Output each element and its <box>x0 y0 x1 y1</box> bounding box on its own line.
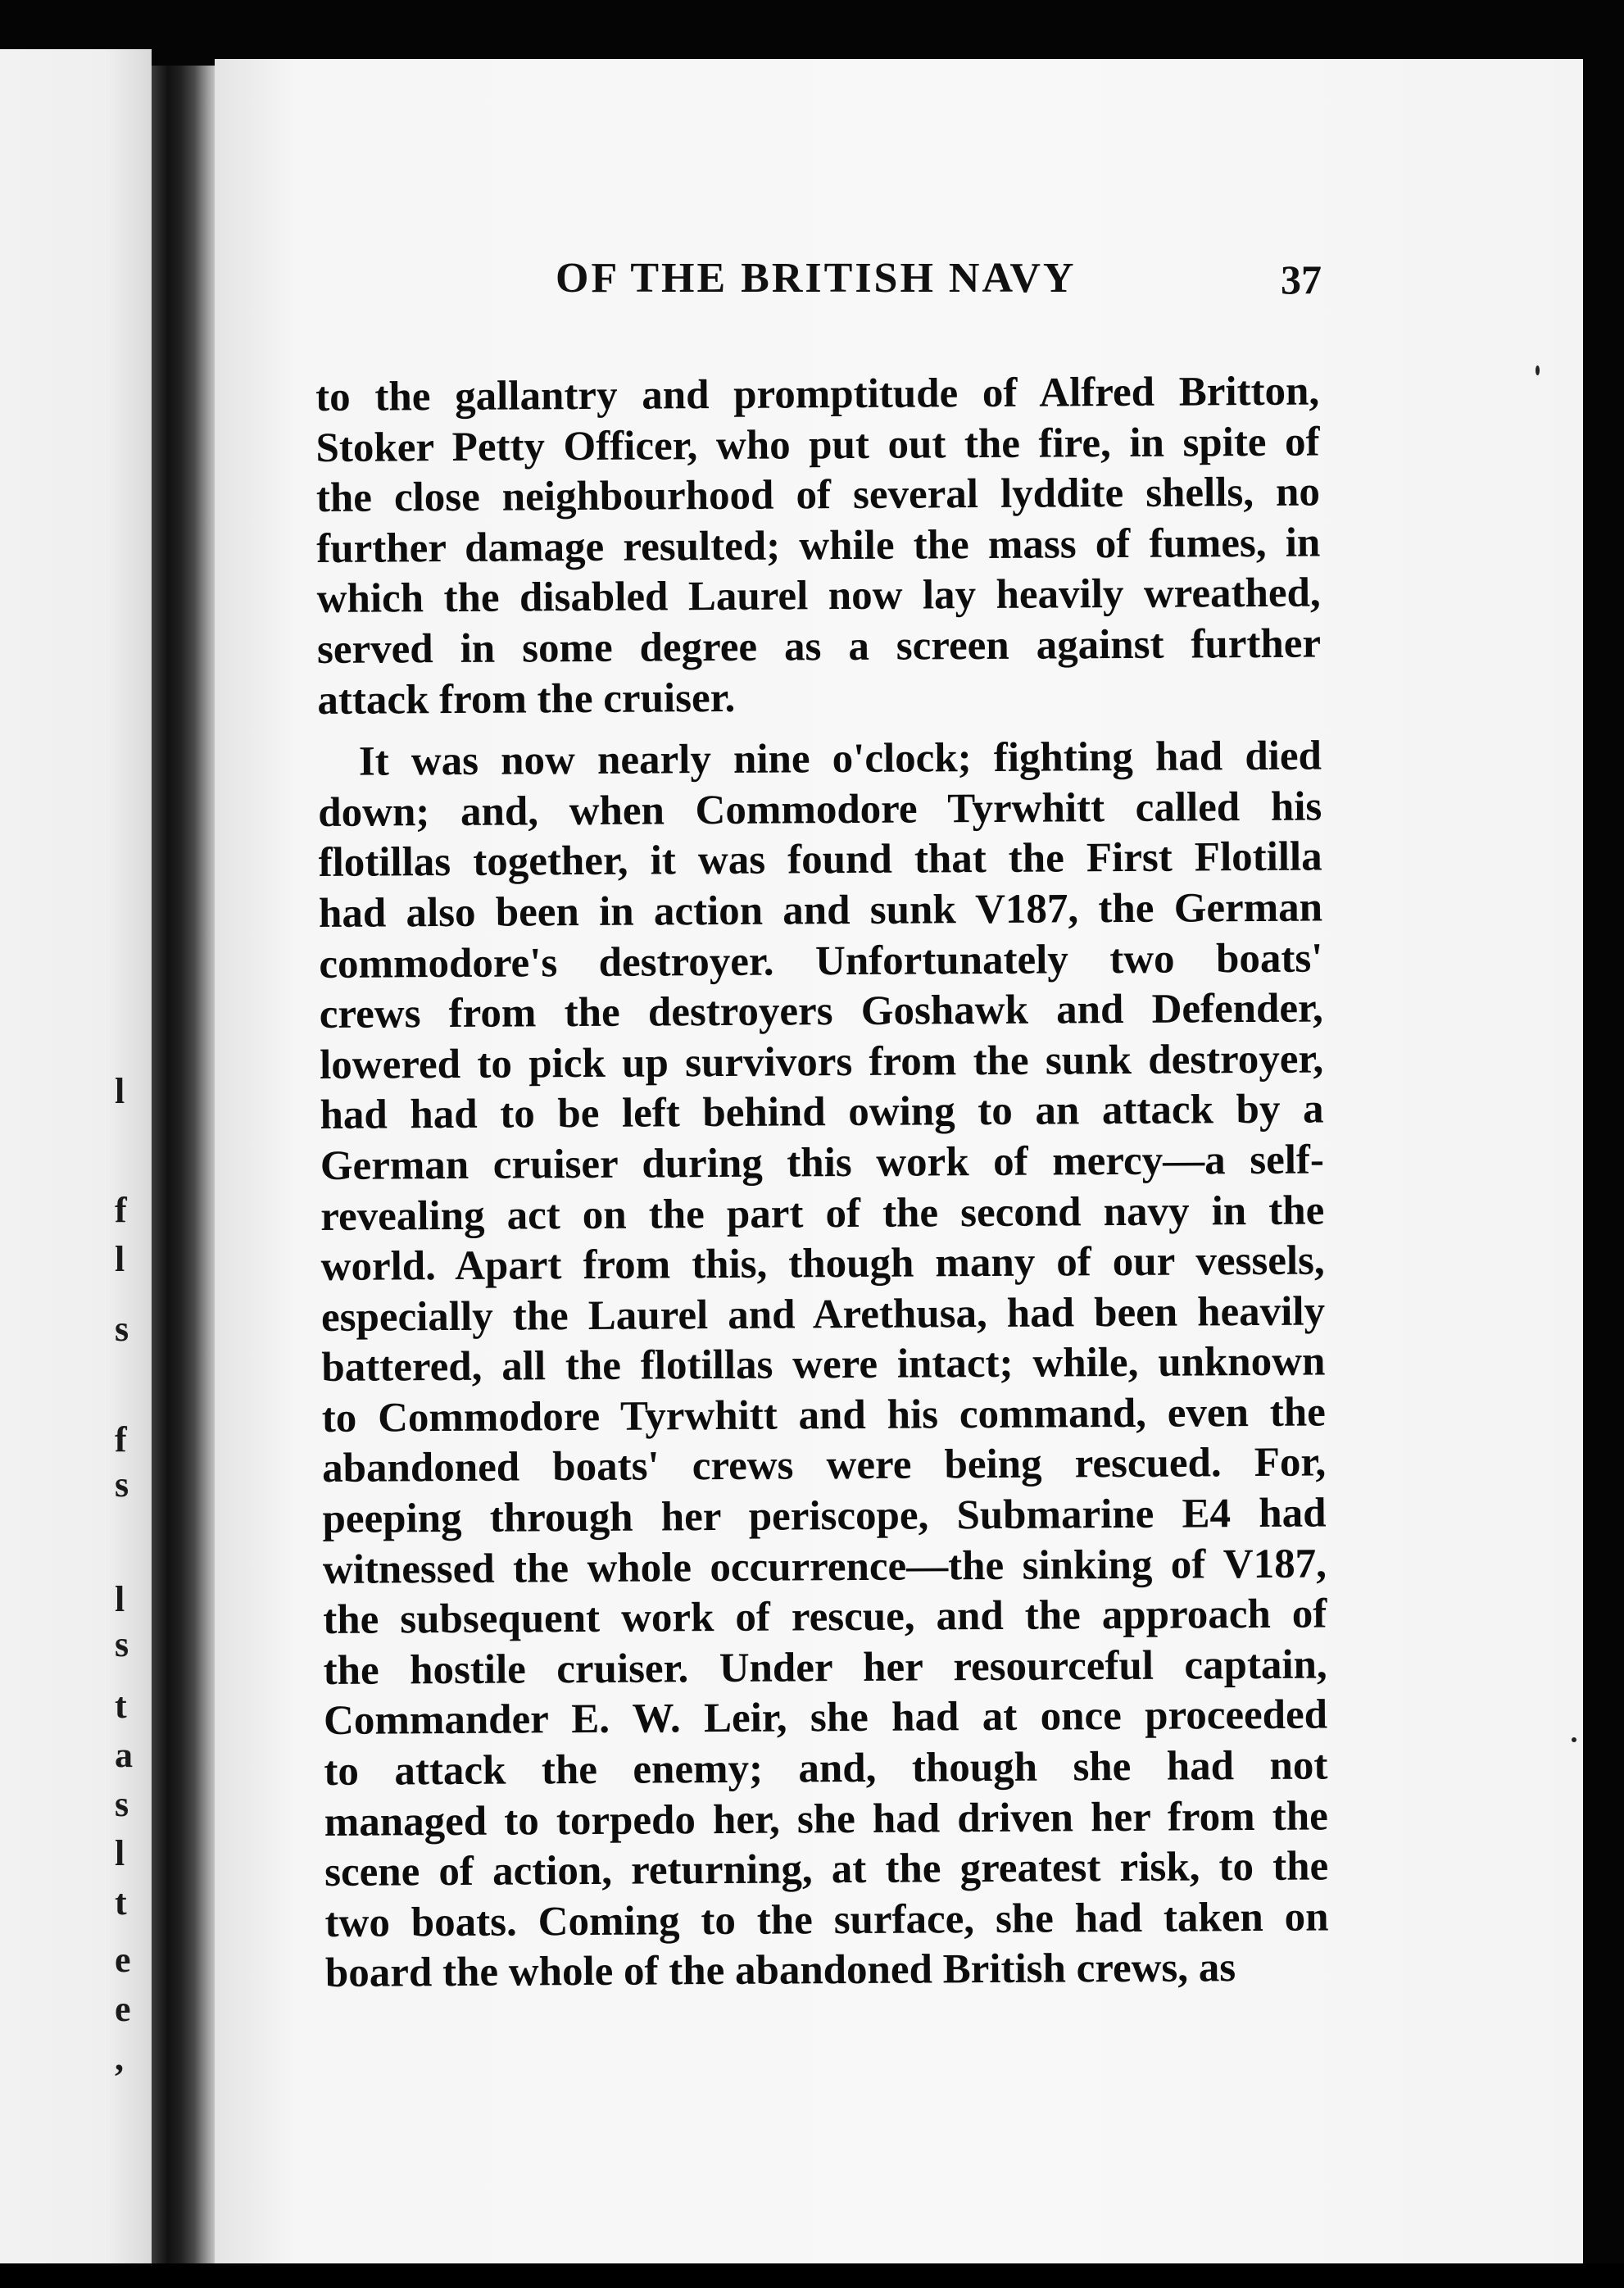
text-line: witnessed the whole occurrence—the sinking of V187, <box>322 1541 1327 1593</box>
text-line: abandoned boats' crews were being rescued. For, <box>321 1439 1327 1492</box>
text-line: attack from the cruiser. <box>317 674 736 724</box>
left-page-cut-off-text <box>0 49 152 2266</box>
left-page-glyph: a <box>115 1735 133 1775</box>
text-line: the hostile cruiser. Under her resourceful captain, <box>323 1641 1327 1694</box>
text-line: It was now nearly nine o'clock; fighting had died <box>358 733 1322 785</box>
running-header <box>334 243 1322 321</box>
left-page-glyph: l <box>115 1579 125 1619</box>
left-page-glyph: e <box>115 1989 131 2029</box>
left-page-glyph: l <box>115 1239 125 1279</box>
text-line: which the disabled Laurel now lay heavily wreathed, <box>316 570 1321 623</box>
body-text <box>315 367 1329 2000</box>
text-line: the close neighbourhood of several lyddite shells, no <box>315 469 1321 522</box>
text-line: two boats. Coming to the surface, she had taken on <box>324 1894 1329 1946</box>
text-line: flotillas together, it was found that the First Flotilla <box>318 833 1322 887</box>
text-line: Stoker Petty Officer, who put out the fire, in spite of <box>315 419 1320 471</box>
book-gutter <box>152 66 217 2270</box>
text-line: peeping through her periscope, Submarine E4 had <box>322 1490 1327 1543</box>
text-line: Commander E. W. Leir, she had at once proceeded <box>323 1691 1328 1745</box>
text-line: to Commodore Tyrwhitt and his command, even the <box>321 1389 1326 1441</box>
text-line: had had to be left behind owing to an attack by a <box>320 1086 1324 1139</box>
left-page-glyph: t <box>115 1686 127 1726</box>
text-line: crews from the destroyers Goshawk and Defender, <box>319 985 1323 1038</box>
text-line: down; and, when Commodore Tyrwhitt called his <box>318 783 1322 836</box>
left-page-glyph: , <box>115 2038 124 2078</box>
text-line: managed to torpedo her, she had driven her from the <box>324 1793 1328 1845</box>
text-line: German cruiser during this work of mercy—a self- <box>320 1137 1325 1189</box>
text-line: especially the Laurel and Arethusa, had been heavily <box>320 1288 1326 1341</box>
text-line: the subsequent work of rescue, and the approach of <box>323 1591 1327 1644</box>
text-line: to the gallantry and promptitude of Alfred Britton, <box>315 368 1320 420</box>
page-speck <box>1572 1737 1576 1742</box>
left-page-glyph: l <box>115 1071 125 1111</box>
left-page-glyph: e <box>115 1940 131 1980</box>
left-page-glyph: s <box>115 1309 129 1349</box>
page-speck <box>1536 365 1540 375</box>
text-line: revealing act on the part of the second navy in the <box>320 1187 1325 1240</box>
text-line: world. Apart from this, though many of our vessels, <box>320 1237 1325 1291</box>
text-line: lowered to pick up survivors from the sunk destroyer, <box>319 1036 1324 1088</box>
text-line: served in some degree as a screen against further <box>316 620 1322 673</box>
text-line: board the whole of the abandoned British crews, as <box>324 1945 1236 1997</box>
text-line: further damage resulted; while the mass of fumes, in <box>316 520 1321 572</box>
left-facing-page <box>0 49 152 2266</box>
left-page-glyph: t <box>115 1882 127 1923</box>
text-line: scene of action, returning, at the greatest risk, to the <box>324 1843 1329 1896</box>
left-page-glyph: f <box>115 1419 127 1460</box>
running-head-title: OF THE BRITISH NAVY <box>556 255 1077 302</box>
page-number: 37 <box>1281 256 1322 302</box>
left-page-glyph: s <box>115 1624 129 1664</box>
text-line: battered, all the flotillas were intact; while, unknown <box>321 1338 1326 1391</box>
left-page-glyph: s <box>115 1464 129 1505</box>
text-line: commodore's destroyer. Unfortunately two boats' <box>319 935 1323 987</box>
text-line: to attack the enemy; and, though she had not <box>324 1742 1328 1795</box>
text-line: had also been in action and sunk V187, the German <box>318 884 1323 937</box>
scan-border <box>0 2263 1624 2288</box>
left-page-glyph: l <box>115 1833 125 1873</box>
left-page-glyph: f <box>115 1190 127 1230</box>
left-page-glyph: s <box>115 1784 129 1824</box>
